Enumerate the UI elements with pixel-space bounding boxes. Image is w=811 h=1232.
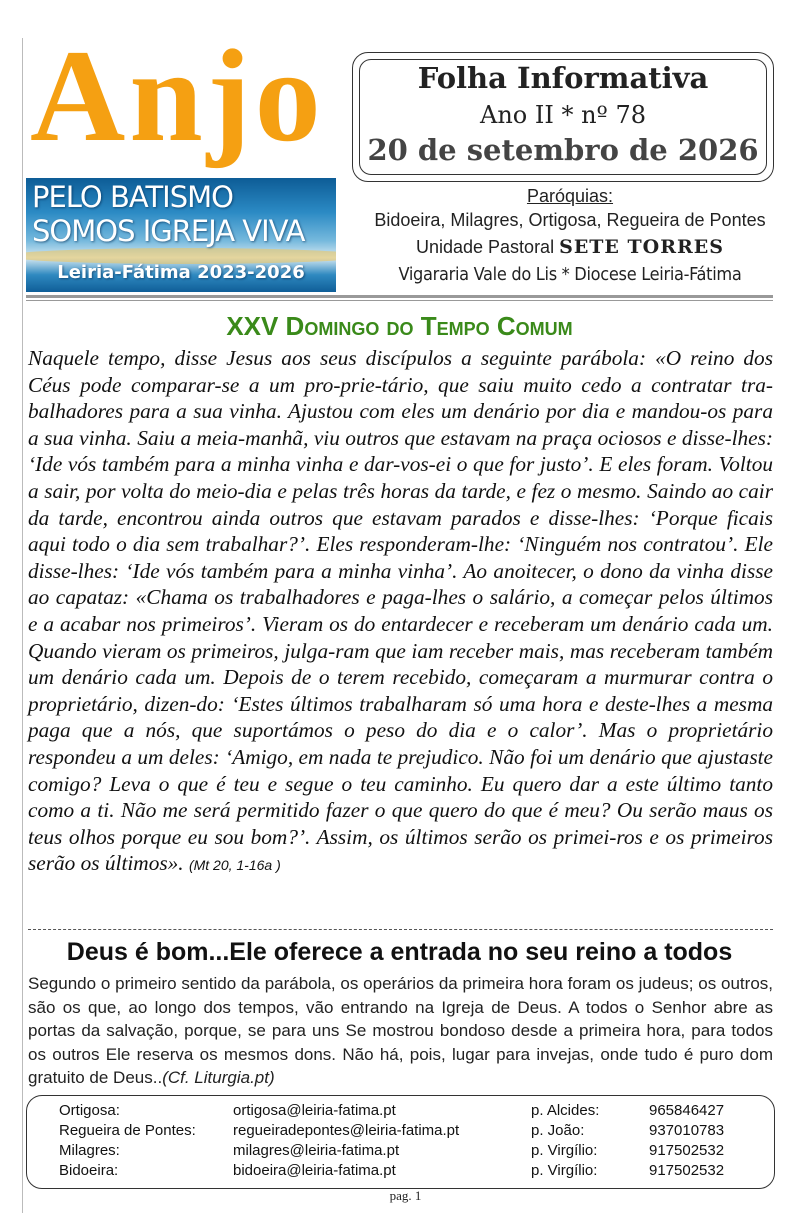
pastoral-unit-name: SETE TORRES: [559, 236, 725, 258]
parishes-label: Paróquias:: [526, 186, 614, 206]
reflection-body: Segundo o primeiro sentido da parábola, os operários da primeira hora foram os judeus; os outros, são os que, ao longo dos tempos, vão entrando na Igreja de Deus. A todos o Senhor abre as portas da salvação, porque, se para uns Se mostrou bondoso desde a primeira hora, para todos os outros Ele reserva os mesmos dons. Não há, pois, lugar para invejas, onde tudo é puro dom gratuito de Deus..: [28, 974, 773, 1087]
contact-row: [27, 1102, 774, 1122]
contact-priest: p. Virgílio:: [531, 1162, 598, 1179]
gospel-title: XXV Domingo do Tempo Comum: [226, 311, 573, 341]
contact-phone[interactable]: 917502532: [649, 1162, 725, 1179]
gospel-reference: (Mt 20, 1-16a ): [188, 857, 281, 874]
reflection-title: Deus é bom...Ele oferece a entrada no seu reino a todos: [66, 938, 733, 966]
contact-priest: p. Alcides:: [531, 1102, 600, 1119]
contact-parish: Regueira de Pontes:: [59, 1122, 196, 1139]
contact-row: [27, 1162, 774, 1182]
gospel-body: Naquele tempo, disse Jesus aos seus discípulos a seguinte parábola: «O reino dos Céus pode comparar-se a um pro-prie-tário, que saiu muito cedo a contratar tra-balhadores para a sua vinha. Ajustou com eles um denário por dia e mandou-os para a sua vinha. Saiu a meia-manhã, viu outros que estavam na praça ociosos e disse-lhes: ‘Ide vós também para a minha vinha e dar-vos-ei o que for justo’. E eles foram. Voltou a sair, por volta do meio-dia e pelas três horas da tarde, e fez o mesmo. Saindo ao cair da tarde, encontrou ainda outros que estavam parados e disse-lhes: ‘Porque ficais aqui todo o dia sem trabalhar?’. Eles responderam-lhe: ‘Ninguém nos contratou’. Ele disse-lhes: ‘Ide vós também para a minha vinha’. Ao anoitecer, o dono da vinha disse ao capataz: «Chama os trabalhadores e paga-lhes o salário, a começar pelos últimos e a acabar nos primeiros’. Vieram os do entardecer e receberam um denário cada um. Quando vieram os primeiros, julga-ram que iam receber mais, mas receberam também um denário cada um. Depois de o terem recebido, começaram a murmurar contra o proprietário, dizen-do: ‘Estes últimos trabalharam só uma hora e deste-lhes a mesma paga que a nós, que suportámos o peso do dia e o calor’. Mas o proprietário respondeu a um deles: ‘Amigo, em nada te prejudico. Não foi um denário que ajustaste comigo? Leva o que é teu e segue o teu caminho. Eu quero dar a este último tanto como a ti. Não me será permitido fazer o que quero do que é meu? Ou serão maus os teus olhos porque eu sou bom?’. Assim, os últimos serão os primei-ros e os primeiros serão os últimos».: [28, 346, 773, 876]
contacts-box: [26, 1095, 775, 1189]
banner-line-1: PELO BATISMO: [32, 180, 233, 214]
parishes-list: Bidoeira, Milagres, Ortigosa, Regueira de Pontes: [374, 210, 766, 230]
contact-phone[interactable]: 917502532: [649, 1142, 725, 1159]
header-separator: [26, 295, 773, 298]
contact-priest: p. Virgílio:: [531, 1142, 598, 1159]
contact-email[interactable]: milagres@leiria-fatima.pt: [233, 1142, 400, 1159]
contact-parish: Ortigosa:: [59, 1102, 120, 1119]
contact-phone[interactable]: 937010783: [649, 1122, 725, 1139]
info-box-date: 20 de setembro de 2026: [367, 133, 759, 167]
dashed-divider: [28, 929, 773, 930]
contact-priest: p. João:: [531, 1122, 585, 1139]
reflection-citation: (Cf. Liturgia.pt): [162, 1068, 275, 1087]
page-number: pag. 1: [389, 1188, 422, 1203]
banner-line-2: SOMOS IGREJA VIVA: [32, 214, 305, 248]
contact-parish: Milagres:: [59, 1142, 120, 1159]
gospel-text: [28, 345, 773, 879]
jubilee-banner: [26, 178, 336, 292]
vicariate-line: Vigararia Vale do Lis * Diocese Leiria-Fátima: [398, 264, 742, 285]
pastoral-unit-prefix: Unidade Pastoral: [415, 237, 555, 257]
contact-parish: Bidoeira:: [59, 1162, 119, 1179]
info-box-issue: Ano II * nº 78: [480, 101, 646, 129]
contact-email[interactable]: bidoeira@leiria-fatima.pt: [233, 1162, 396, 1179]
contact-email[interactable]: regueiradepontes@leiria-fatima.pt: [233, 1122, 460, 1139]
contact-row: [27, 1142, 774, 1162]
banner-line-3: Leiria-Fátima 2023-2026: [57, 262, 305, 283]
contact-email[interactable]: ortigosa@leiria-fatima.pt: [233, 1102, 396, 1119]
reflection-text: [28, 972, 773, 1090]
info-box: [352, 52, 774, 182]
header-separator-thin: [26, 300, 773, 301]
masthead-logo: Anjo: [30, 22, 325, 169]
pastoral-unit: [340, 236, 800, 258]
left-margin-line: [22, 38, 23, 1213]
contact-row: [27, 1122, 774, 1142]
info-box-title: Folha Informativa: [417, 61, 709, 95]
contact-phone[interactable]: 965846427: [649, 1102, 725, 1119]
